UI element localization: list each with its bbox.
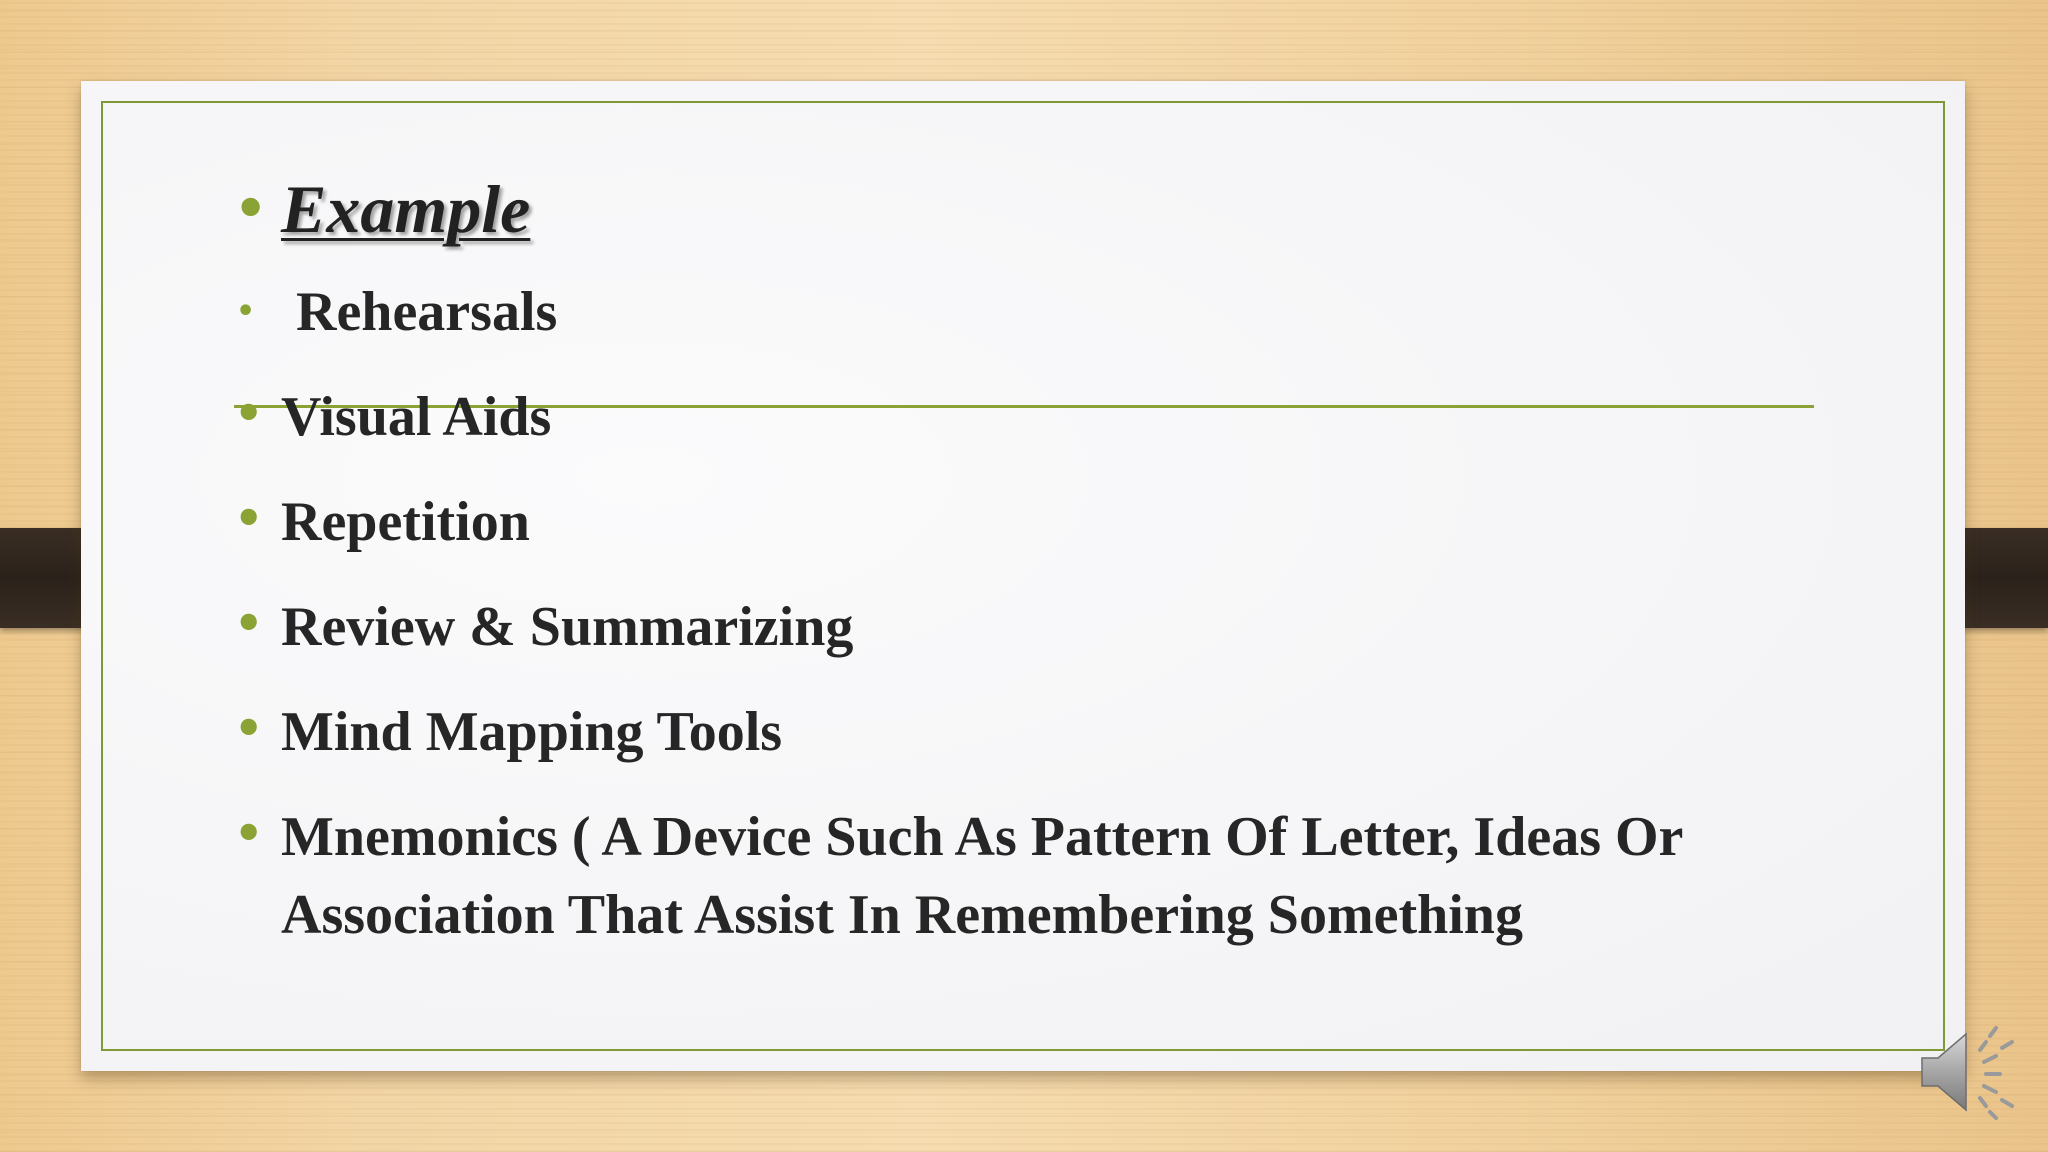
bullet-item-mind-mapping — [234, 693, 1874, 798]
bullet-text: Repetition — [281, 491, 530, 553]
bullet-item-repetition — [234, 483, 1874, 588]
bullet-dot-icon: • — [234, 491, 264, 545]
bullet-item-review — [234, 588, 1874, 693]
bullet-item-mnemonics — [234, 798, 1874, 954]
bullet-item-visual-aids — [234, 378, 1874, 483]
speaker-icon[interactable] — [1916, 1022, 2026, 1122]
bullet-dot-icon: • — [234, 596, 264, 650]
bullet-text: Mnemonics ( A Device Such As Pattern Of Letter, Ideas Or Association That Assist In Remembering Something — [281, 806, 1683, 946]
bullet-dot-icon: • — [234, 806, 264, 860]
bullet-text: Review & Summarizing — [281, 596, 854, 658]
bullet-text: Visual Aids — [281, 386, 552, 448]
bullet-heading — [234, 169, 1874, 273]
bullet-dot-icon: • — [234, 179, 268, 239]
slide-card — [81, 81, 1965, 1071]
bullet-dot-icon: • — [236, 294, 256, 329]
bullet-dot-icon: • — [234, 386, 264, 440]
bullet-dot-icon: • — [234, 701, 264, 755]
bullet-list — [234, 169, 1874, 954]
heading-text: Example — [281, 171, 531, 247]
bullet-text: Mind Mapping Tools — [281, 701, 783, 763]
bullet-text: Rehearsals — [296, 281, 558, 343]
bullet-item-rehearsals — [234, 273, 1874, 378]
